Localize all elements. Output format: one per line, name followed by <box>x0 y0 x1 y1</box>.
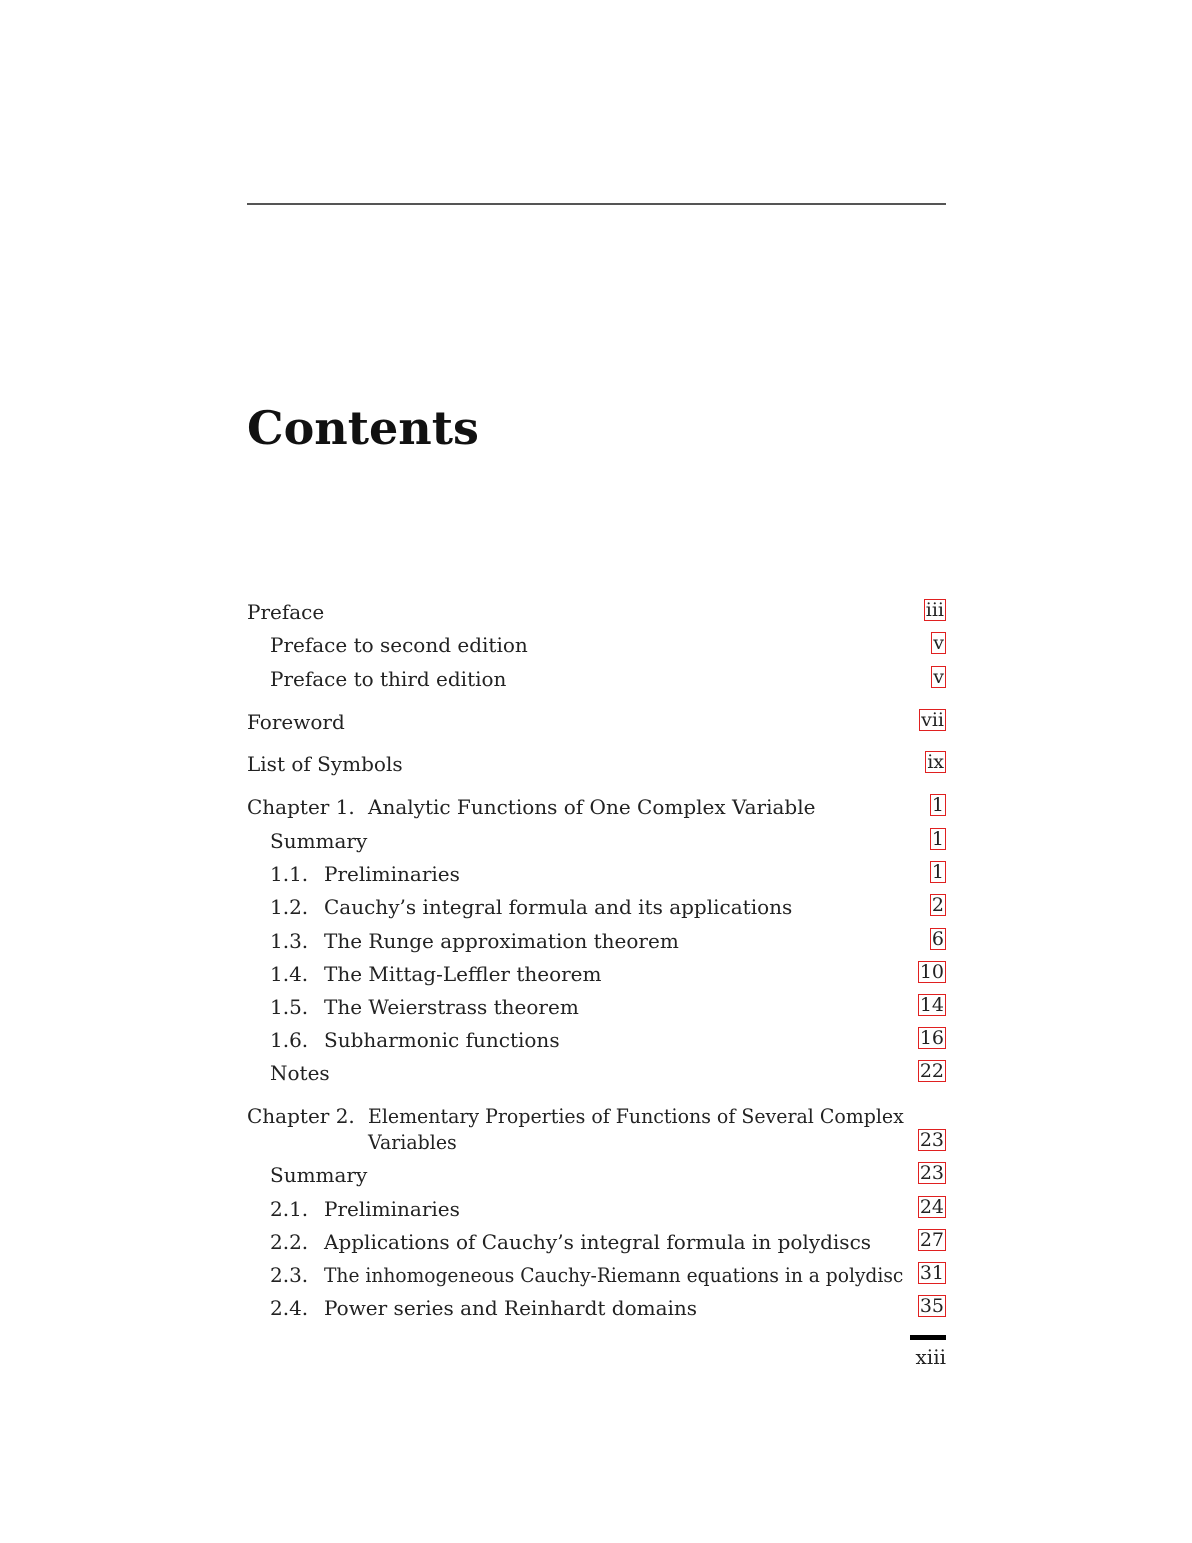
toc-entry-chapter-2 <box>247 1103 946 1155</box>
toc-section-number: 1.5. <box>270 995 309 1019</box>
toc-section-number: 1.4. <box>270 962 309 986</box>
toc-page-link[interactable]: ix <box>927 751 944 773</box>
toc-entry-title: Foreword <box>247 710 345 734</box>
toc-entry-title: Applications of Cauchy’s integral formula in polydiscs <box>324 1230 872 1254</box>
toc-entry-title: Preface to second edition <box>270 633 528 657</box>
toc-entry-title: Preface to third edition <box>270 667 507 691</box>
toc-page-link[interactable]: 24 <box>919 1196 944 1218</box>
toc-page-link[interactable]: v <box>933 666 944 688</box>
toc-chapter-number: Chapter 2. <box>247 1104 355 1128</box>
toc-page-link[interactable]: 31 <box>919 1262 944 1284</box>
toc-entry-title: Cauchy’s integral formula and its applications <box>324 895 793 919</box>
toc-section-number: 2.4. <box>270 1296 309 1320</box>
toc-entry-title: Power series and Reinhardt domains <box>324 1296 698 1320</box>
toc-page-link[interactable]: 1 <box>931 861 944 883</box>
toc-entry-title: The Weierstrass theorem <box>324 995 579 1019</box>
toc-entry-title: Preliminaries <box>324 862 460 886</box>
toc-page-link[interactable]: 35 <box>919 1295 944 1317</box>
toc-page-link[interactable]: vii <box>921 709 944 731</box>
toc-page-link[interactable]: 6 <box>931 928 944 950</box>
toc-section-number: 2.2. <box>270 1230 309 1254</box>
toc-entry-title: Analytic Functions of One Complex Variable <box>368 795 816 819</box>
toc-page-link[interactable]: 10 <box>919 961 944 983</box>
page-title: Contents <box>247 401 479 455</box>
toc-entry-title-continuation: Variables <box>368 1130 457 1154</box>
page-number: xiii <box>915 1345 946 1369</box>
toc-entry-title: The Mittag-Leffler theorem <box>324 962 602 986</box>
toc-page-link[interactable]: 16 <box>919 1027 944 1049</box>
toc-section-number: 1.2. <box>270 895 309 919</box>
toc-page-link[interactable]: 23 <box>919 1162 944 1184</box>
toc-section-number: 2.1. <box>270 1197 309 1221</box>
toc-entry-title: Notes <box>270 1061 330 1085</box>
toc-page-link[interactable]: 1 <box>931 794 944 816</box>
toc-page-link[interactable]: iii <box>925 599 944 621</box>
toc-entry-title <box>368 1103 904 1155</box>
toc-entry-title: The inhomogeneous Cauchy-Riemann equations in a polydisc <box>324 1263 904 1287</box>
toc-entry-title: Preface <box>247 600 325 624</box>
toc-entry-title: List of Symbols <box>247 752 403 776</box>
toc-section-number: 1.3. <box>270 929 309 953</box>
toc-page-link[interactable]: 1 <box>931 828 944 850</box>
toc-page-link[interactable]: 22 <box>919 1060 944 1082</box>
toc-section-number: 2.3. <box>270 1263 309 1287</box>
toc-entry-title: Summary <box>270 829 368 853</box>
toc-entry-title: Subharmonic functions <box>324 1028 560 1052</box>
toc-entry-title-line: Elementary Properties of Functions of Several Complex <box>368 1104 904 1128</box>
footer-rule <box>910 1335 946 1340</box>
toc-entry-title: Summary <box>270 1163 368 1187</box>
toc-page-link[interactable]: 27 <box>919 1229 944 1251</box>
toc-entry-title: Preliminaries <box>324 1197 460 1221</box>
toc-page-link[interactable]: v <box>933 632 944 654</box>
toc-section-number: 1.6. <box>270 1028 309 1052</box>
toc-chapter-number: Chapter 1. <box>247 795 355 819</box>
toc-page-link[interactable]: 23 <box>919 1129 944 1151</box>
toc-page-link[interactable]: 14 <box>919 994 944 1016</box>
toc-entry-title: The Runge approximation theorem <box>324 929 679 953</box>
toc-page-link[interactable]: 2 <box>931 894 944 916</box>
toc-section-number: 1.1. <box>270 862 309 886</box>
